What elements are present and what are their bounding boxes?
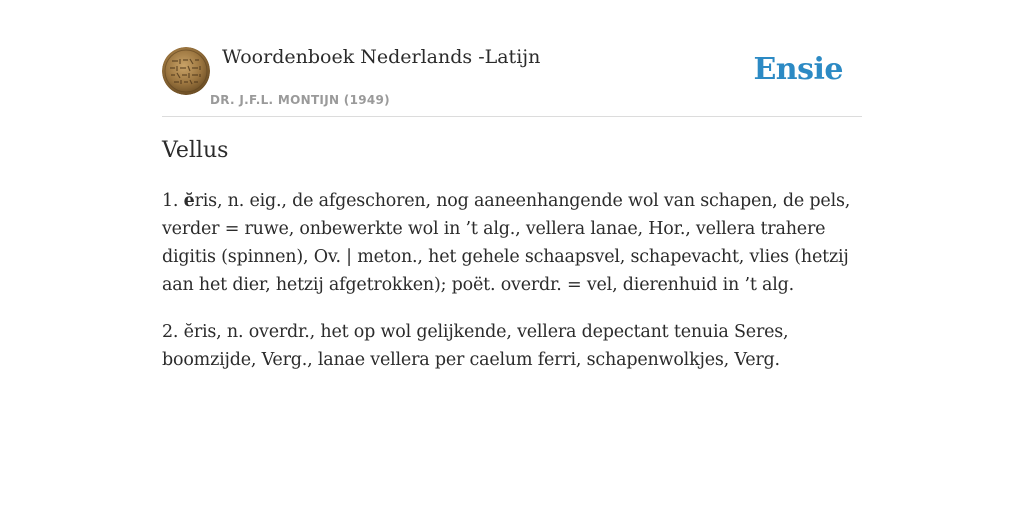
definition-1 <box>162 187 862 299</box>
definition-2 <box>162 318 862 374</box>
definition-1-head: ĕ <box>183 191 195 211</box>
coin-icon[interactable] <box>162 47 210 95</box>
entry-term: Vellus <box>162 138 229 163</box>
header <box>162 46 862 117</box>
brand-logo[interactable]: Ensie <box>753 52 843 87</box>
definition-1-number: 1. <box>162 191 184 211</box>
entry-content <box>162 138 862 393</box>
definition-2-text: ĕris, n. overdr., het op wol gelijkende, vellera depectant tenuia Seres, boomzijde, Verg., lanae vellera per caelum ferri, schapenwolkjes, Verg. <box>162 322 789 370</box>
definition-1-text: ris, n. eig., de afgeschoren, nog aaneenhangende wol van schapen, de pels, verder = ruwe, onbewerkte wol in ’t alg., vellera lanae, Hor., vellera trahere digitis (spinnen), Ov. | meton., het gehele schaapsvel, schapevacht, vlies (hetzij aan het dier, hetzij afgetrokken); poët. overdr. = vel, dierenhuid in ’t alg. <box>162 191 851 295</box>
book-title[interactable]: Woordenboek Nederlands -Latijn <box>222 46 541 68</box>
definition-2-number: 2. <box>162 322 184 342</box>
book-author: DR. J.F.L. MONTIJN (1949) <box>210 93 390 107</box>
